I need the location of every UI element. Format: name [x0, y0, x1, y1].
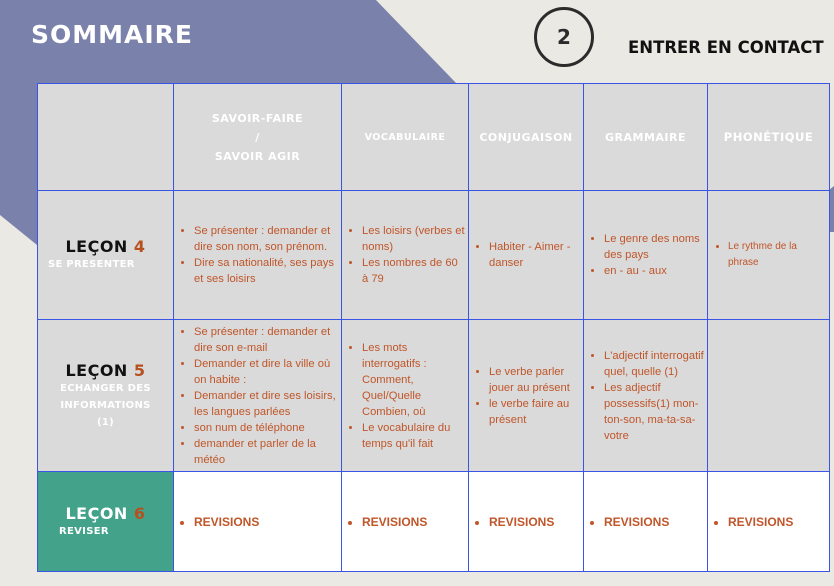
lesson-number: 5 — [133, 360, 146, 380]
lesson-title — [38, 504, 173, 523]
lesson-word: LEÇON — [65, 503, 128, 523]
grammaire-cell — [584, 191, 708, 320]
conjugaison-cell — [469, 191, 584, 320]
list-item: • Dire sa nationalité, ses pays et ses loisirs — [194, 255, 339, 287]
list-item: • Demander et dire la ville où on habite : — [194, 356, 339, 388]
list-item: • Le verbe parler jouer au présent — [489, 364, 581, 396]
list-item: • REVISIONS — [362, 514, 466, 530]
lesson-subtitle: REVISER — [59, 525, 109, 537]
phonetique-cell — [708, 472, 830, 572]
vocabulaire-list — [342, 514, 468, 530]
conjugaison-cell — [469, 320, 584, 472]
savoir-faire-cell — [174, 191, 342, 320]
savoir-faire-list — [174, 223, 341, 287]
page-title: SOMMAIRE — [31, 20, 193, 49]
phonetique-cell — [708, 191, 830, 320]
list-item: • Se présenter : demander et dire son e-mail — [194, 324, 339, 356]
list-item: • REVISIONS — [604, 514, 705, 530]
column-header-vocabulaire: VOCABULAIRE — [342, 84, 469, 191]
list-item: • Habiter - Aimer - danser — [489, 239, 581, 271]
lesson-word: LEÇON — [65, 360, 128, 380]
list-item: • L'adjectif interrogatif quel, quelle (1) — [604, 348, 705, 380]
savoir-faire-list — [174, 514, 341, 530]
conjugaison-cell — [469, 472, 584, 572]
phonetique-list — [708, 514, 829, 530]
list-item: • son num de téléphone — [194, 420, 339, 436]
list-item: • Le genre des noms des pays — [604, 231, 705, 263]
lesson-title — [38, 237, 173, 256]
list-item: • Les nombres de 60 à 79 — [362, 255, 466, 287]
list-item: • Les mots interrogatifs : Comment, Quel/Quelle Combien, où — [362, 340, 466, 420]
column-header-savoir-faire-text: SAVOIR-FAIRE / SAVOIR AGIR — [211, 111, 304, 163]
header-row — [38, 84, 830, 191]
vocabulaire-cell — [342, 320, 469, 472]
conjugaison-list — [469, 239, 583, 271]
lesson-word: LEÇON — [65, 237, 128, 256]
list-item: • Le vocabulaire du temps qu'il fait — [362, 420, 466, 452]
lesson-subtitle: ECHANGER DES INFORMATIONS (1) — [60, 382, 151, 428]
lesson-row-4 — [38, 191, 830, 320]
unit-title: ENTRER EN CONTACT — [628, 38, 824, 57]
vocabulaire-cell — [342, 472, 469, 572]
lesson-row-5 — [38, 320, 830, 472]
grammaire-cell — [584, 320, 708, 472]
conjugaison-list — [469, 514, 583, 530]
list-item: • le verbe faire au présent — [489, 396, 581, 428]
list-item: • Les adjectif possessifs(1) mon-ton-son, ma-ta-sa-votre — [604, 380, 705, 444]
list-item: • Le rythme de la phrase — [728, 239, 827, 271]
grammaire-list — [584, 231, 707, 279]
vocabulaire-list — [342, 340, 468, 452]
conjugaison-list — [469, 364, 583, 428]
list-item: • Se présenter : demander et dire son nom, son prénom. — [194, 223, 339, 255]
column-header-grammaire: GRAMMAIRE — [584, 84, 708, 191]
vocabulaire-list — [342, 223, 468, 287]
grammaire-cell — [584, 472, 708, 572]
lesson-label-cell — [38, 472, 174, 572]
phonetique-cell — [708, 320, 830, 472]
lesson-subtitle: SE PRESENTER — [48, 259, 135, 270]
list-item: • REVISIONS — [194, 514, 339, 530]
corner-cell — [38, 84, 174, 191]
lesson-number: 6 — [133, 503, 146, 523]
list-item: • REVISIONS — [489, 514, 581, 530]
list-item: • REVISIONS — [728, 514, 827, 530]
lesson-row-6 — [38, 472, 830, 572]
grammaire-list — [584, 514, 707, 530]
unit-number-badge: 2 — [534, 7, 594, 67]
lesson-label-cell — [38, 320, 174, 472]
lesson-title — [38, 361, 173, 380]
lesson-number: 4 — [133, 237, 146, 256]
phonetique-list — [708, 239, 829, 271]
savoir-faire-list — [174, 324, 341, 468]
column-header-savoir-faire — [174, 84, 342, 191]
column-header-phonetique: PHONÉTIQUE — [708, 84, 830, 191]
list-item: • Demander et dire ses loisirs, les langues parlées — [194, 388, 339, 420]
list-item: • demander et parler de la météo — [194, 436, 339, 468]
grammaire-list — [584, 348, 707, 444]
lesson-label-cell — [38, 191, 174, 320]
column-header-conjugaison: CONJUGAISON — [469, 84, 584, 191]
vocabulaire-cell — [342, 191, 469, 320]
savoir-faire-cell — [174, 472, 342, 572]
savoir-faire-cell — [174, 320, 342, 472]
list-item: • en - au - aux — [604, 263, 705, 279]
summary-table — [37, 83, 830, 572]
list-item: • Les loisirs (verbes et noms) — [362, 223, 466, 255]
